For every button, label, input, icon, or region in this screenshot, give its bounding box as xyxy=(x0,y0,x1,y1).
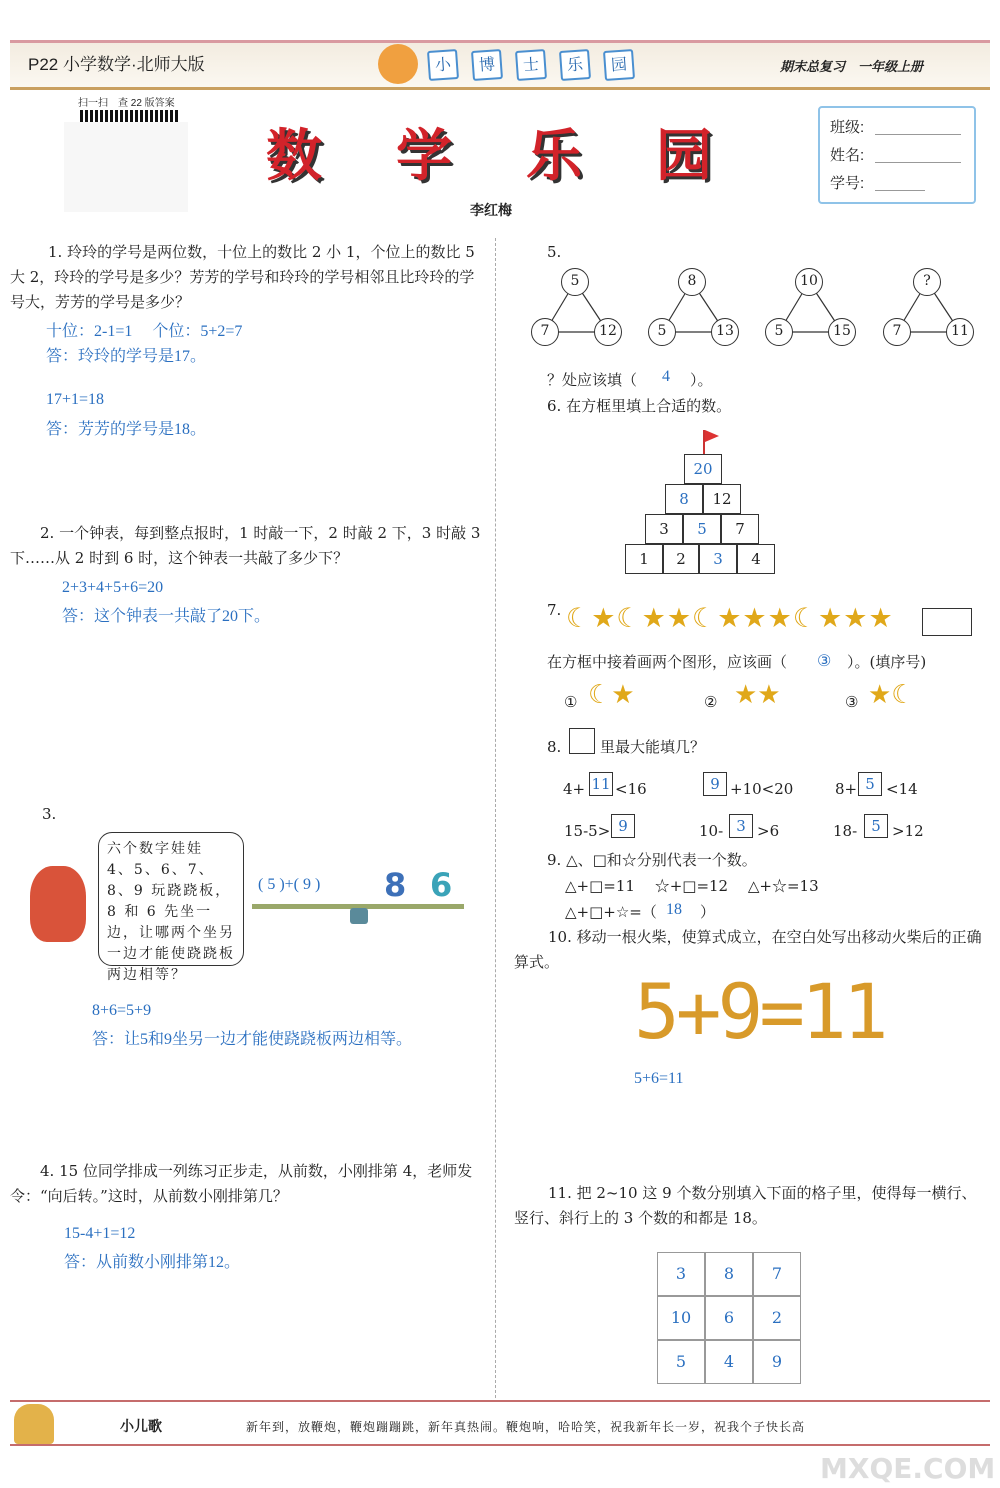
tiger-mascot-icon xyxy=(378,44,418,84)
q9-text: 9. △、□和☆分别代表一个数。 xyxy=(547,851,757,869)
answer-box[interactable] xyxy=(922,608,972,636)
q9-answer: 18 xyxy=(666,901,682,918)
footer-title: 小儿歌 xyxy=(120,1418,162,1434)
name-label: 姓名: xyxy=(830,147,865,164)
triangle-top: ? xyxy=(913,268,941,296)
grid-cell: 7 xyxy=(753,1252,801,1296)
inequality-box: 9 xyxy=(703,772,727,796)
id-label: 学号: xyxy=(830,175,865,192)
scan-label: 扫一扫 查 22 版答案 xyxy=(78,98,175,109)
q1-answer-line: 答：芳芳的学号是18。 xyxy=(46,421,207,438)
q4-answer-line: 答：从前数小刚排第12。 xyxy=(64,1254,241,1271)
inequality-box: 5 xyxy=(864,814,888,838)
inequality-box: 5 xyxy=(858,772,882,796)
watermark: MXQE.COM xyxy=(820,1452,996,1485)
title-tile: 乐 xyxy=(559,49,591,81)
column-divider xyxy=(495,238,496,1398)
qr-area xyxy=(64,122,188,212)
moon-star-option-icon: ☾★ xyxy=(588,680,635,710)
title-char: 乐 xyxy=(526,124,582,189)
q2-answer-line: 答：这个钟表一共敲了20下。 xyxy=(62,608,271,625)
q9-line: △+□+☆=（ xyxy=(565,903,657,921)
grid-cell: 5 xyxy=(657,1340,705,1384)
pyramid-cell: 3 xyxy=(699,544,737,574)
q4-answer-line: 15-4+1=12 xyxy=(64,1225,136,1242)
flag-icon xyxy=(705,430,719,442)
inequality-right: +10<20 xyxy=(730,780,794,798)
triangle-left: 7 xyxy=(883,318,911,346)
seesaw-number: 6 xyxy=(430,866,453,904)
grid-cell: 3 xyxy=(657,1252,705,1296)
q7-number: 7. xyxy=(547,601,562,619)
title-char: 园 xyxy=(656,124,712,189)
q6-text: 6. 在方框里填上合适的数。 xyxy=(547,397,732,415)
inequality-box: 11 xyxy=(589,772,613,796)
q4-text: 4. 15 位同学排成一列练习正步走，从前数，小刚排第 4，老师发令：“向后转。”这时，从前数小刚排第几？ xyxy=(10,1162,473,1205)
q7-answer: ③ xyxy=(817,653,832,670)
grid-cell: 4 xyxy=(705,1340,753,1384)
star-moon-sequence-icon: ☾★☾★★☾★★★☾★★★ xyxy=(566,603,894,634)
triangle-right: 11 xyxy=(946,318,974,346)
seesaw-pivot xyxy=(350,908,368,924)
grid-cell: 10 xyxy=(657,1296,705,1340)
inequality-right: <16 xyxy=(615,780,647,798)
triangle-top: 5 xyxy=(561,268,589,296)
q10-answer: 5+6=11 xyxy=(634,1070,684,1087)
q5-answer: 4 xyxy=(662,368,670,385)
pyramid-cell: 20 xyxy=(684,454,722,484)
q5-prompt: ？处应该填（ xyxy=(547,371,638,389)
inequality-left: 8+ xyxy=(835,780,858,798)
id-field[interactable] xyxy=(875,190,925,191)
title-tile: 士 xyxy=(515,49,547,81)
class-label: 班级: xyxy=(830,119,865,136)
q1-text: 1. 玲玲的学号是两位数，十位上的数比 2 小 1，个位上的数比 5 大 2，玲玲的学号是多少？芳芳的学号和玲玲的学号相邻且比玲玲的学号大，芳芳的学号是多少？ xyxy=(10,243,475,311)
star-moon-option-icon: ★☾ xyxy=(868,680,915,710)
inequality-left: 10- xyxy=(699,822,724,840)
pyramid-cell: 3 xyxy=(645,514,683,544)
title-tile: 博 xyxy=(471,49,503,81)
triangle-top: 10 xyxy=(795,268,823,296)
q1-answer-line: 答：玲玲的学号是17。 xyxy=(46,348,207,365)
triangle-left: 5 xyxy=(765,318,793,346)
triangle-left: 7 xyxy=(531,318,559,346)
pyramid-cell: 5 xyxy=(683,514,721,544)
pyramid-cell: 2 xyxy=(663,544,699,574)
matchstick-equation: 5+9=11 xyxy=(634,967,885,1056)
option-label: ③ xyxy=(845,693,859,711)
name-field[interactable] xyxy=(875,162,961,163)
option-label: ① xyxy=(564,693,578,711)
page-label: P22 小学数学·北师大版 xyxy=(28,55,205,74)
title-tile: 园 xyxy=(603,49,635,81)
q3-answer-line: 8+6=5+9 xyxy=(92,1002,152,1019)
q2-answer-line: 2+3+4+5+6=20 xyxy=(62,579,164,596)
q5-close: ）。 xyxy=(690,371,713,389)
grid-cell: 2 xyxy=(753,1296,801,1340)
inequality-right: <14 xyxy=(886,780,918,798)
q10-text: 10. 移动一根火柴，使算式成立，在空白处写出移动火柴后的正确算式。 xyxy=(514,928,982,971)
author: 李红梅 xyxy=(470,202,512,218)
inequality-right: >6 xyxy=(757,822,780,840)
q3-answer-line: 答：让5和9坐另一边才能使跷跷板两边相等。 xyxy=(92,1031,413,1048)
q1-answer-line: 十位：2-1=1 个位：5+2=7 xyxy=(46,323,243,340)
inequality-left: 4+ xyxy=(563,780,586,798)
title-char: 数 xyxy=(266,124,322,189)
triangle-left: 5 xyxy=(648,318,676,346)
star-star-option-icon: ★★ xyxy=(734,680,781,710)
inequality-box: 9 xyxy=(611,814,635,838)
q8-text: 里最大能填几？ xyxy=(600,738,706,756)
inequality-left: 15-5> xyxy=(564,822,611,840)
qr-code-icon[interactable] xyxy=(80,110,180,122)
q3-number: 3. xyxy=(42,805,57,823)
triangle-right: 12 xyxy=(594,318,622,346)
magic-square-grid xyxy=(657,1252,801,1384)
q7-close: ）。(填序号) xyxy=(847,653,927,671)
red-panda-icon xyxy=(30,866,86,942)
speech-bubble: 六个数字娃娃 4、5、6、7、8、9 玩跷跷板，8 和 6 先坐一边，让哪两个坐另一边才能使跷跷板两边相等？ xyxy=(98,832,244,966)
pyramid-cell: 12 xyxy=(703,484,741,514)
title-tile: 小 xyxy=(427,49,459,81)
pyramid-cell: 1 xyxy=(625,544,663,574)
grid-cell: 6 xyxy=(705,1296,753,1340)
q9-line: △+□=11 ☆+□=12 △+☆=13 xyxy=(565,877,819,895)
inequality-right: >12 xyxy=(892,822,924,840)
inequality-box: 3 xyxy=(729,814,753,838)
triangle-right: 13 xyxy=(711,318,739,346)
triangle-right: 15 xyxy=(828,318,856,346)
seesaw-number: 8 xyxy=(384,866,407,904)
triangle-top: 8 xyxy=(678,268,706,296)
section-label: 期末总复习 一年级上册 xyxy=(780,60,924,75)
q1-answer-line: 17+1=18 xyxy=(46,391,105,408)
q9-close: ） xyxy=(700,903,716,921)
inequality-left: 18- xyxy=(833,822,858,840)
q11-text: 11. 把 2~10 这 9 个数分别填入下面的格子里，使得每一横行、竖行、斜行上的 3 个数的和都是 18。 xyxy=(514,1184,977,1227)
grid-cell: 9 xyxy=(753,1340,801,1384)
pyramid-cell: 7 xyxy=(721,514,759,544)
q5-number: 5. xyxy=(547,243,562,261)
q7-prompt: 在方框中接着画两个图形，应该画（ xyxy=(547,653,788,671)
q2-text: 2. 一个钟表，每到整点报时，1 时敲一下，2 时敲 2 下，3 时敲 3 下……从 2 时到 6 时，这个钟表一共敲了多少下？ xyxy=(10,524,481,567)
title-char: 学 xyxy=(396,124,452,189)
pyramid-cell: 8 xyxy=(665,484,703,514)
q8-number: 8. xyxy=(547,738,562,756)
option-label: ② xyxy=(704,693,718,711)
grid-cell: 8 xyxy=(705,1252,753,1296)
giraffe-icon xyxy=(14,1404,54,1444)
footer-song: 新年到，放鞭炮，鞭炮蹦蹦跳，新年真热闹。鞭炮响，哈哈笑，祝我新年长一岁，祝我个子快长高 xyxy=(246,1420,806,1434)
seesaw-left-expression: ( 5 )+( 9 ) xyxy=(258,876,321,893)
pyramid-cell: 4 xyxy=(737,544,775,574)
class-field[interactable] xyxy=(875,134,961,135)
empty-box-icon xyxy=(569,728,595,754)
